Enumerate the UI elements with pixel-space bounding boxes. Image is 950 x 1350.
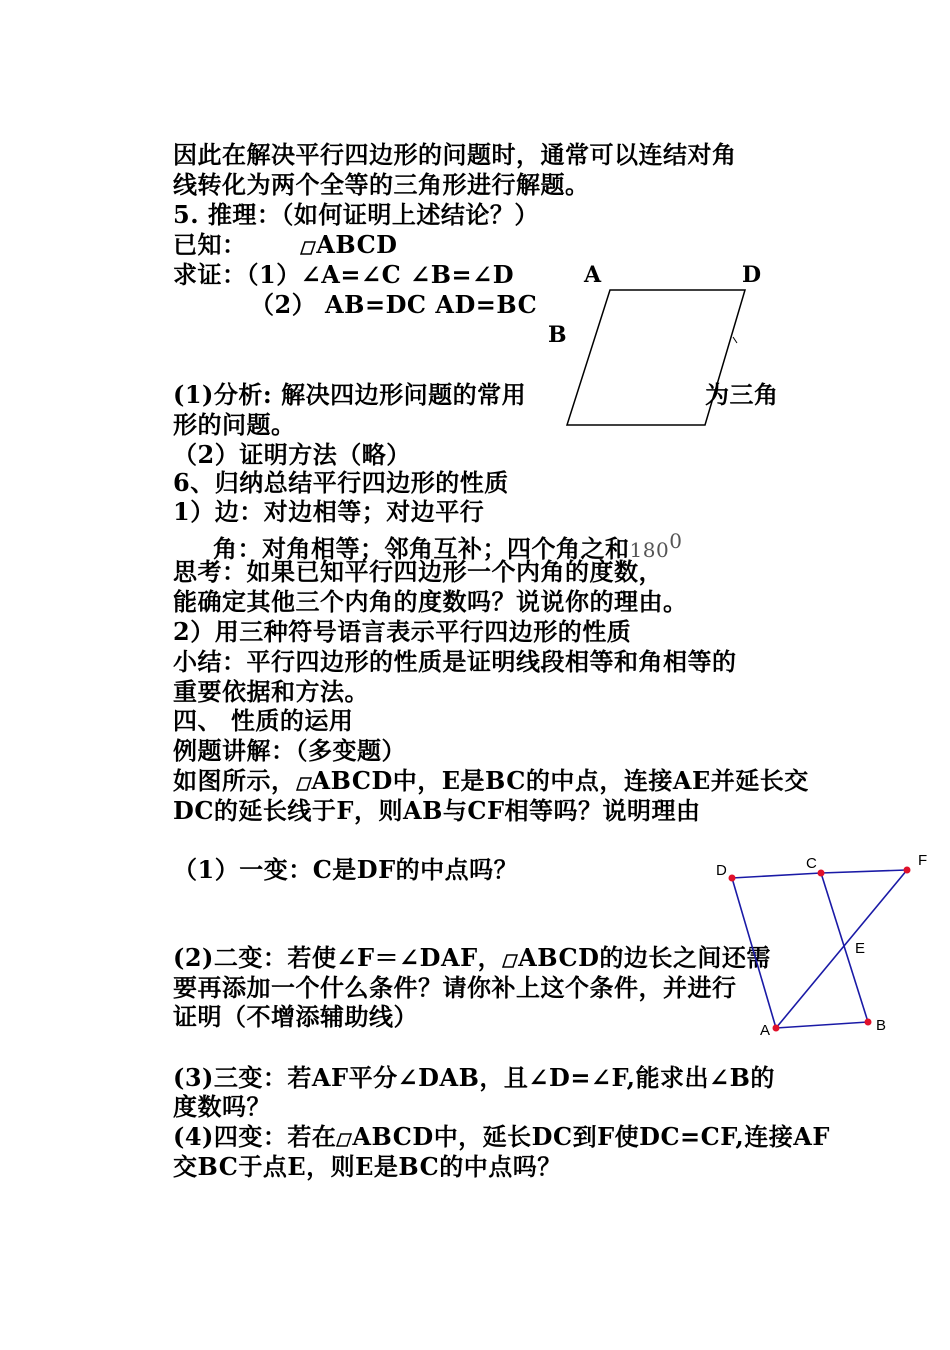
variant4-prefix: (4)四变：若在 bbox=[173, 1122, 337, 1151]
variant2-text: ABCD的边长之间还需 bbox=[518, 943, 771, 972]
text-line-8: 形的问题。 bbox=[173, 410, 296, 439]
text-line-11: 1）边：对边相等；对边平行 bbox=[173, 497, 485, 526]
text-line-5: 求证：（1）∠A=∠C ∠B=∠D bbox=[173, 260, 515, 289]
fig2-label-d: D bbox=[716, 862, 727, 879]
segment-ab bbox=[776, 1022, 868, 1028]
text-line-21: DC的延长线于F，则AB与CF相等吗？说明理由 bbox=[173, 796, 701, 825]
point-a bbox=[773, 1025, 780, 1032]
fig2-label-f: F bbox=[918, 852, 928, 869]
text-line-25: 证明（不增添辅助线） bbox=[173, 1002, 418, 1031]
text-line-14: 能确定其他三个内角的度数吗？说说你的理由。 bbox=[173, 587, 688, 616]
variant4-text: ABCD中，延长DC到F使DC=CF,连接AF bbox=[352, 1122, 830, 1151]
text-line-27: 度数吗？ bbox=[173, 1092, 271, 1121]
parallelogram-icon bbox=[300, 241, 316, 255]
fig1-label-a: A bbox=[584, 262, 602, 288]
given-text: ABCD bbox=[316, 230, 398, 259]
text-line-24: 要再添加一个什么条件？请你补上这个条件，并进行 bbox=[173, 973, 737, 1002]
variant2-prefix: (2)二变：若使∠F＝∠DAF， bbox=[173, 943, 503, 972]
text-line-22: （1）一变：C是DF的中点吗？ bbox=[173, 855, 519, 884]
example-text: ABCD中，E是BC的中点，连接AE并延长交 bbox=[311, 766, 809, 795]
text-line-9: （2）证明方法（略） bbox=[173, 440, 411, 469]
point-b bbox=[865, 1019, 872, 1026]
text-line-23 bbox=[173, 943, 771, 973]
fig1-label-b: B bbox=[548, 322, 567, 348]
segment-af bbox=[776, 870, 907, 1028]
text-line-17: 重要依据和方法。 bbox=[173, 677, 369, 706]
text-line-6: （2） AB=DC AD=BC bbox=[250, 290, 538, 319]
point-d bbox=[729, 875, 736, 882]
text-line-7a: (1)分析: 解决四边形问题的常用 bbox=[173, 380, 527, 409]
text-line-18: 四、 性质的运用 bbox=[173, 706, 354, 735]
text-line-2: 线转化为两个全等的三角形进行解题。 bbox=[173, 170, 590, 199]
degree-value: 180 bbox=[629, 538, 670, 562]
text-line-13: 思考：如果已知平行四边形一个内角的度数， bbox=[173, 557, 663, 586]
fig2-label-a: A bbox=[760, 1022, 771, 1039]
text-line-16: 小结：平行四边形的性质是证明线段相等和角相等的 bbox=[173, 647, 737, 676]
segment-dc bbox=[732, 873, 821, 878]
parallelogram-icon bbox=[502, 954, 518, 968]
text-line-4 bbox=[173, 230, 397, 260]
text-line-10: 6、归纳总结平行四边形的性质 bbox=[173, 468, 509, 497]
segment-cf bbox=[821, 870, 907, 873]
degree-sup: 0 bbox=[669, 529, 683, 553]
fig2-label-c: C bbox=[806, 855, 817, 872]
parallelogram-icon bbox=[296, 777, 312, 791]
text-line-29: 交BC于点E，则E是BC的中点吗？ bbox=[173, 1152, 562, 1181]
fig1-label-d: D bbox=[742, 262, 762, 288]
text-line-26: (3)三变：若AF平分∠DAB，且∠D=∠F,能求出∠B的 bbox=[173, 1063, 775, 1092]
text-line-20 bbox=[173, 766, 809, 796]
fig2-label-e: E bbox=[855, 940, 866, 957]
text-line-28 bbox=[173, 1122, 830, 1152]
text-line-15: 2）用三种符号语言表示平行四边形的性质 bbox=[173, 617, 632, 646]
text-line-19: 例题讲解：（多变题） bbox=[173, 736, 406, 765]
text-line-3: 5. 推理：（如何证明上述结论？） bbox=[173, 200, 539, 229]
given-label: 已知： bbox=[173, 230, 247, 259]
point-f bbox=[904, 867, 911, 874]
text-line-1: 因此在解决平行四边形的问题时，通常可以连结对角 bbox=[173, 140, 737, 169]
example-prefix: 如图所示， bbox=[173, 766, 296, 795]
point-c bbox=[818, 870, 825, 877]
text-line-7b: 为三角 bbox=[705, 380, 779, 409]
fig2-label-b: B bbox=[876, 1017, 887, 1034]
parallelogram-icon bbox=[336, 1133, 352, 1147]
angle-properties: 角：对角相等；邻角互补；四个角之和 bbox=[213, 534, 630, 563]
